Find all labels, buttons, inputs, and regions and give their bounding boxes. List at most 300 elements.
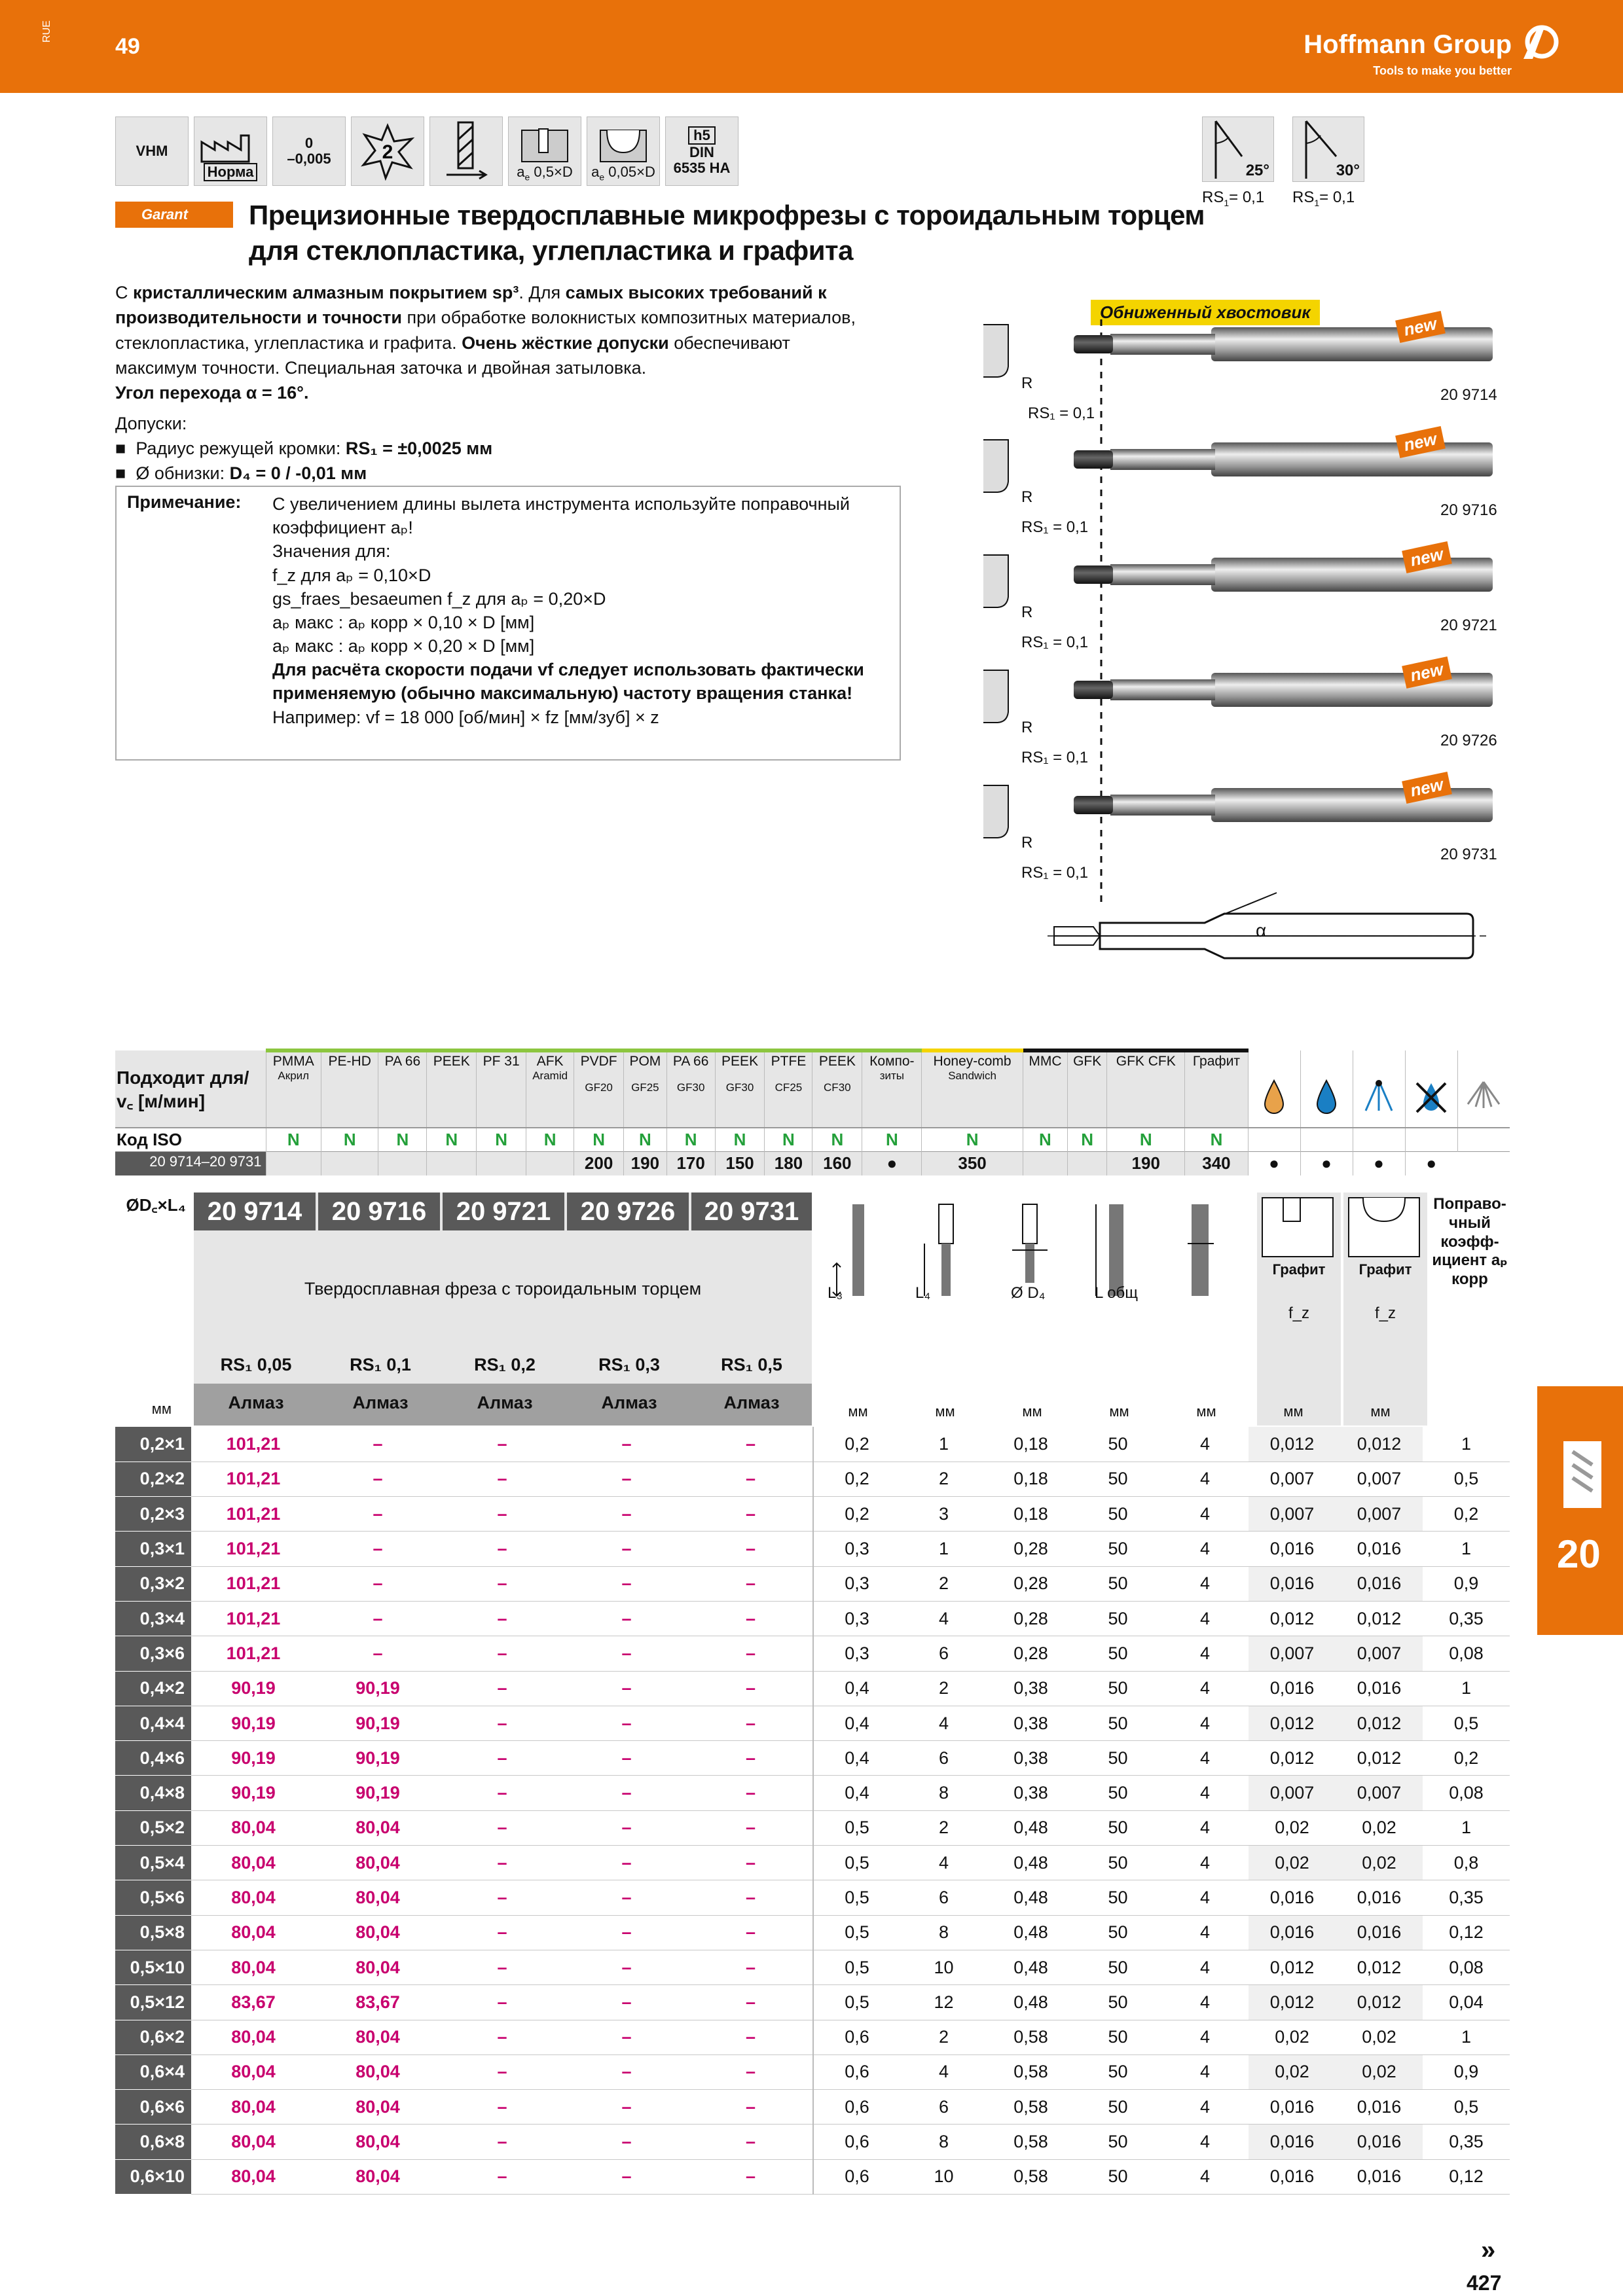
param-cell: 10: [900, 2159, 987, 2194]
material-sub: CF25: [775, 1081, 803, 1094]
table-row: [115, 2125, 1510, 2159]
coating-label: Алмаз: [228, 1393, 284, 1412]
param-cell: 4: [1161, 1497, 1249, 1532]
suitable-for-header: [115, 1050, 266, 1128]
cutting-speed: [477, 1152, 526, 1175]
table-row: [115, 2090, 1510, 2125]
param-cell: 0,016: [1336, 2125, 1423, 2159]
param-label: Ø D₄: [1011, 1284, 1046, 1302]
param-cell: 0,02: [1336, 1846, 1423, 1880]
param-cell: 0,48: [987, 1880, 1074, 1915]
param-cell: 0,2: [813, 1462, 900, 1496]
radius-label: R: [1021, 719, 1033, 736]
new-badge: new: [1402, 656, 1451, 689]
price-cell: –: [689, 1706, 813, 1740]
iso-code: N: [666, 1128, 715, 1152]
shank-tolerance: h5: [688, 126, 716, 145]
param-cell: 0,38: [987, 1776, 1074, 1810]
fz-label: f_z: [1374, 1304, 1396, 1322]
material-name: Компо-: [869, 1054, 915, 1069]
product-table-body: [115, 1427, 1510, 2195]
graphite-slot-col: [1257, 1193, 1341, 1426]
tolerance-value: RS₁ = ±0,0025 мм: [345, 438, 493, 458]
cutting-speed: 350: [922, 1152, 1023, 1175]
price-cell: –: [440, 1776, 564, 1810]
param-label: Графит: [1359, 1261, 1412, 1278]
param-cell: 0,18: [987, 1497, 1074, 1532]
param-cell: 0,012: [1336, 1950, 1423, 1984]
price-cell: –: [564, 1636, 689, 1671]
param-cell: 0,016: [1336, 2090, 1423, 2125]
price-cell: –: [689, 2020, 813, 2054]
price-cell: –: [440, 2020, 564, 2054]
shank-badge: [665, 117, 739, 186]
unit-label: мм: [1109, 1403, 1129, 1420]
param-cell: 0,28: [987, 1636, 1074, 1671]
tolerance-lower: –0,005: [287, 151, 331, 167]
param-cell: 50: [1074, 2090, 1161, 2125]
radius-label: R: [1021, 488, 1033, 506]
material-name: PEEK: [818, 1054, 856, 1069]
param-cell: 0,2: [813, 1497, 900, 1532]
param-cell: 0,007: [1336, 1462, 1423, 1496]
param-cell: 0,9: [1423, 1566, 1510, 1601]
rs-label: RS₁ = 0,1: [1021, 518, 1089, 536]
param-cell: 0,3: [813, 1532, 900, 1566]
material-col: [1107, 1050, 1185, 1128]
price-cell: 80,04: [316, 1880, 440, 1915]
size-cell: 0,2×2: [115, 1462, 191, 1496]
price-cell: –: [564, 1846, 689, 1880]
no-coolant-icon: [1412, 1078, 1451, 1117]
note-bold: Для расчёта скорости подачи vf следует использовать фактически применяемую (обычно максимальную) частоту вращения станка!: [272, 660, 864, 704]
material-name: AFK: [536, 1054, 564, 1069]
intro-text-bold: кристаллическим алмазным покрытием sp³: [133, 283, 519, 302]
price-cell: 80,04: [191, 2054, 316, 2089]
param-cell: 0,007: [1336, 1776, 1423, 1810]
item-code: 20 9726: [567, 1193, 689, 1230]
tolerance-item: ■ Ø обнизки: D₄ = 0 / -0,01 мм: [115, 463, 367, 484]
ae-slot-a: a: [517, 164, 525, 181]
coolant-mark: ●: [1353, 1152, 1405, 1175]
param-cell: 0,38: [987, 1671, 1074, 1706]
price-cell: –: [440, 1880, 564, 1915]
cutting-speed: 170: [666, 1152, 715, 1175]
material-name: MMC: [1029, 1054, 1062, 1069]
tolerance-text: Ø обнизки:: [136, 463, 230, 484]
size-cell: 0,6×10: [115, 2159, 191, 2194]
param-cell: 0,6: [813, 2159, 900, 2194]
param-cell: 4: [1161, 1880, 1249, 1915]
param-cell: 0,6: [813, 2090, 900, 2125]
price-cell: –: [440, 2090, 564, 2125]
param-cell: 50: [1074, 1776, 1161, 1810]
chapter-number: 20: [1557, 1532, 1601, 1576]
note-line: gs_fraes_besaeumen f_z для aₚ = 0,20×D: [272, 588, 606, 609]
price-cell: 101,21: [191, 1462, 316, 1496]
price-cell: 80,04: [316, 2020, 440, 2054]
table-row: [115, 2159, 1510, 2194]
param-cell: 50: [1074, 1636, 1161, 1671]
table-row: [115, 1497, 1510, 1532]
material-sub: GF30: [676, 1081, 705, 1094]
param-cell: 0,5: [813, 1880, 900, 1915]
rs-header: RS₁ 0,5: [721, 1355, 782, 1374]
item-range: 20 9714–20 9731: [115, 1152, 266, 1175]
param-cell: 0,58: [987, 2159, 1074, 2194]
iso-code: N: [765, 1128, 812, 1152]
table-row: [115, 1427, 1510, 1462]
param-cell: 1: [1423, 1532, 1510, 1566]
param-cell: 50: [1074, 2159, 1161, 2194]
param-label: Графит: [1272, 1261, 1326, 1278]
param-cell: 0,6: [813, 2054, 900, 2089]
price-cell: 101,21: [191, 1427, 316, 1462]
price-cell: –: [689, 2159, 813, 2194]
size-cell: 0,5×4: [115, 1846, 191, 1880]
param-cell: 0,8: [1423, 1846, 1510, 1880]
param-cell: 4: [1161, 1462, 1249, 1496]
param-cell: 0,3: [813, 1601, 900, 1636]
ae-slot-badge: [508, 117, 581, 186]
figure-item-number: 20 9716: [1440, 501, 1497, 519]
tolerance-value: D₄ = 0 / -0,01 мм: [229, 463, 367, 484]
brand-name: Hoffmann Group: [1304, 30, 1512, 59]
price-cell: 80,04: [191, 2090, 316, 2125]
price-cell: 90,19: [191, 1741, 316, 1776]
unit-label: мм: [1196, 1403, 1216, 1420]
table-row: [115, 1601, 1510, 1636]
price-cell: –: [440, 1741, 564, 1776]
helix-tool-icon: [440, 120, 492, 183]
iso-code: N: [477, 1128, 526, 1152]
oil-drop-icon: [1261, 1078, 1287, 1117]
price-cell: 80,04: [191, 1810, 316, 1845]
param-cell: 0,38: [987, 1741, 1074, 1776]
side-milling-icon: [594, 126, 653, 164]
coating-label: Алмаз: [477, 1393, 533, 1412]
ae-slot-value: 0,5×D: [530, 164, 573, 181]
note-label: Примечание:: [127, 492, 242, 512]
units-row: [814, 1403, 1510, 1420]
param-cell: 50: [1074, 1601, 1161, 1636]
price-cell: –: [440, 1532, 564, 1566]
param-cell: 0,18: [987, 1427, 1074, 1462]
catalog-page-number: 49: [115, 34, 140, 59]
material-sub: Акрил: [278, 1069, 310, 1082]
cutting-speed: [378, 1152, 427, 1175]
material-col: [427, 1050, 477, 1128]
cutting-speed: 200: [574, 1152, 624, 1175]
param-cell: 4: [900, 1706, 987, 1740]
param-cell: 4: [1161, 1566, 1249, 1601]
price-cell: –: [564, 1671, 689, 1706]
size-cell: 0,4×6: [115, 1741, 191, 1776]
material-name: PA 66: [384, 1054, 421, 1069]
cutting-speed: [1068, 1152, 1107, 1175]
transition-angle: Угол перехода α = 16°.: [115, 383, 309, 403]
price-cell: –: [689, 1671, 813, 1706]
price-cell: –: [564, 1880, 689, 1915]
param-cell: 1: [1423, 2020, 1510, 2054]
param-cell: 0,5: [813, 1950, 900, 1984]
iso-code: N: [427, 1128, 477, 1152]
price-cell: 80,04: [316, 2054, 440, 2089]
ae-side-value: 0,05×D: [604, 164, 655, 181]
price-cell: 80,04: [316, 1950, 440, 1984]
price-cell: –: [689, 1497, 813, 1532]
param-cell: 0,5: [1423, 1706, 1510, 1740]
param-cell: 4: [900, 2054, 987, 2089]
cutting-speed: 190: [1107, 1152, 1185, 1175]
price-cell: 80,04: [316, 1810, 440, 1845]
size-cell: 0,4×4: [115, 1706, 191, 1740]
param-cell: 0,18: [987, 1462, 1074, 1496]
material-col: [526, 1050, 574, 1128]
param-cell: 4: [1161, 1671, 1249, 1706]
param-cell: 0,48: [987, 1950, 1074, 1984]
iso-code: N: [266, 1128, 321, 1152]
mist-spray-icon: [1359, 1078, 1398, 1117]
param-cell: 50: [1074, 1846, 1161, 1880]
param-cell: 4: [1161, 2020, 1249, 2054]
param-cell: 6: [900, 1636, 987, 1671]
angle-30-rs: [1292, 188, 1355, 208]
slot-milling-icon: [515, 126, 574, 164]
price-cell: –: [689, 1776, 813, 1810]
tolerance-item: ■ Радиус режущей кромки: RS₁ = ±0,0025 мм: [115, 438, 493, 458]
material-col: [922, 1050, 1023, 1128]
price-cell: 80,04: [316, 2090, 440, 2125]
param-cell: 0,58: [987, 2020, 1074, 2054]
param-cell: 12: [900, 1985, 987, 2020]
param-cell: 0,012: [1249, 1601, 1336, 1636]
price-cell: –: [440, 1636, 564, 1671]
figure-item-number: 20 9721: [1440, 617, 1497, 634]
param-cell: 2: [900, 1462, 987, 1496]
param-cell: 0,016: [1336, 1915, 1423, 1950]
cutting-speed: 180: [765, 1152, 812, 1175]
param-cell: 2: [900, 1671, 987, 1706]
param-cell: 8: [900, 2125, 987, 2159]
radius-label: R: [1021, 603, 1033, 621]
param-cell: 0,012: [1249, 1706, 1336, 1740]
shank-standard: DIN: [689, 143, 714, 160]
price-cell: 80,04: [316, 1915, 440, 1950]
param-cell: 2: [900, 2020, 987, 2054]
coolant-mark: ●: [1248, 1152, 1300, 1175]
param-cell: 0,016: [1249, 2125, 1336, 2159]
garant-logo: [115, 202, 233, 228]
teeth-count: 2: [382, 141, 393, 163]
param-cell: 0,02: [1336, 1810, 1423, 1845]
material-name: PF 31: [483, 1054, 520, 1069]
water-drop-icon: [1313, 1078, 1340, 1117]
cutting-speed: [266, 1152, 321, 1175]
unit-label: мм: [151, 1401, 172, 1417]
parameter-header: [814, 1193, 1510, 1426]
cutting-speed: ●: [862, 1152, 922, 1175]
vc-label: v꜀ [м/мин]: [117, 1091, 206, 1111]
price-cell: –: [564, 2159, 689, 2194]
hoffmann-logo-icon: [1518, 22, 1564, 62]
material-col: [812, 1050, 862, 1128]
price-cell: –: [440, 2125, 564, 2159]
param-cell: 0,35: [1423, 1601, 1510, 1636]
page-header: [0, 0, 1623, 93]
price-cell: –: [316, 1497, 440, 1532]
price-cell: 101,21: [191, 1601, 316, 1636]
teeth-badge: [351, 117, 424, 186]
material-col: [266, 1050, 321, 1128]
price-cell: 90,19: [191, 1671, 316, 1706]
price-cell: –: [689, 2054, 813, 2089]
param-cell: 50: [1074, 1810, 1161, 1845]
param-cell: 50: [1074, 1427, 1161, 1462]
next-page-icon[interactable]: »: [1481, 2236, 1496, 2265]
price-cell: 80,04: [191, 1880, 316, 1915]
unit-label: мм: [935, 1403, 955, 1420]
price-cell: –: [564, 2054, 689, 2089]
helix-badge: [429, 117, 503, 186]
material-badge: VHM: [115, 117, 189, 186]
note-box: [115, 486, 901, 761]
price-cell: 80,04: [191, 2159, 316, 2194]
param-cell: 0,48: [987, 1915, 1074, 1950]
param-cell: 0,08: [1423, 1636, 1510, 1671]
price-cell: –: [440, 1706, 564, 1740]
param-cell: 1: [1423, 1671, 1510, 1706]
param-cell: 4: [1161, 2054, 1249, 2089]
ae-side-sub: e: [599, 171, 605, 183]
shank-type: 6535 HA: [673, 160, 731, 177]
price-cell: –: [564, 1566, 689, 1601]
param-cell: 0,48: [987, 1846, 1074, 1880]
price-cell: –: [316, 1636, 440, 1671]
material-col: [321, 1050, 378, 1128]
item-code: 20 9714: [194, 1193, 316, 1230]
param-cell: 0,012: [1249, 1985, 1336, 2020]
tolerance-upper: 0: [304, 134, 314, 151]
table-row: [115, 1671, 1510, 1706]
material-name: PVDF: [580, 1054, 617, 1069]
size-cell: 0,6×8: [115, 2125, 191, 2159]
brand-tagline: Tools to make you better: [1373, 64, 1512, 77]
price-cell: –: [440, 1427, 564, 1462]
iso-code: N: [1023, 1128, 1068, 1152]
size-cell: 0,5×2: [115, 1810, 191, 1845]
table-row: [115, 2054, 1510, 2089]
ae-side-badge: [587, 117, 660, 186]
price-cell: –: [564, 2125, 689, 2159]
price-cell: 80,04: [191, 2020, 316, 2054]
param-cell: 0,016: [1336, 1566, 1423, 1601]
cutting-speed: [427, 1152, 477, 1175]
coolant-col: [1248, 1050, 1300, 1128]
material-name: PE-HD: [328, 1054, 371, 1069]
param-cell: 0,5: [813, 1915, 900, 1950]
tolerance-text: Радиус режущей кромки:: [136, 438, 346, 458]
ae-side-label: [591, 164, 655, 183]
price-cell: –: [440, 1950, 564, 1984]
ae-slot-sub: e: [524, 171, 530, 183]
price-cell: 101,21: [191, 1566, 316, 1601]
param-cell: 0,016: [1336, 1880, 1423, 1915]
price-cell: 80,04: [191, 1950, 316, 1984]
param-cell: 0,007: [1336, 1497, 1423, 1532]
cutting-speed: 190: [624, 1152, 667, 1175]
price-cell: –: [564, 1532, 689, 1566]
param-cell: 4: [1161, 1846, 1249, 1880]
param-cell: 0,012: [1336, 1427, 1423, 1462]
price-cell: –: [564, 1741, 689, 1776]
material-name: PEEK: [721, 1054, 759, 1069]
table-row: [115, 1706, 1510, 1740]
item-code: 20 9721: [443, 1193, 564, 1230]
figure-item-number: 20 9714: [1440, 386, 1497, 404]
note-line: С увеличением длины вылета инструмента используйте поправочный: [272, 494, 850, 514]
param-cell: 0,5: [1423, 2090, 1510, 2125]
price-cell: –: [564, 1950, 689, 1984]
rs-label: RS: [1292, 188, 1315, 206]
param-cell: 4: [1161, 1636, 1249, 1671]
price-cell: –: [316, 1532, 440, 1566]
material-col: [1185, 1050, 1248, 1128]
size-cell: 0,4×8: [115, 1776, 191, 1810]
factory-icon: [199, 133, 262, 163]
param-cell: 0,016: [1249, 1566, 1336, 1601]
product-header-block: [194, 1193, 812, 1426]
table-row: [115, 1776, 1510, 1810]
suitable-for-label: Подходит для/: [117, 1067, 249, 1088]
speed-row: [115, 1152, 1510, 1175]
param-cell: 50: [1074, 1566, 1161, 1601]
rs-sub: 1: [1224, 197, 1230, 208]
price-cell: –: [316, 1427, 440, 1462]
price-cell: –: [564, 1985, 689, 2020]
slot-milling-icon: [1257, 1193, 1338, 1258]
iso-code: N: [526, 1128, 574, 1152]
unit-label: мм: [1022, 1403, 1042, 1420]
price-cell: 90,19: [191, 1776, 316, 1810]
param-cell: 0,016: [1249, 2159, 1336, 2194]
size-cell: 0,5×12: [115, 1985, 191, 2020]
param-cell: 0,3: [813, 1636, 900, 1671]
rs-header: RS₁ 0,2: [474, 1355, 536, 1374]
param-cell: 0,4: [813, 1706, 900, 1740]
table-row: [115, 1566, 1510, 1601]
param-cell: 6: [900, 2090, 987, 2125]
param-cell: 4: [1161, 1950, 1249, 1984]
param-cell: 0,007: [1336, 1636, 1423, 1671]
param-cell: 0,016: [1249, 1671, 1336, 1706]
param-cell: 50: [1074, 1497, 1161, 1532]
param-cell: 0,48: [987, 1810, 1074, 1845]
coolant-mark: ●: [1300, 1152, 1353, 1175]
coating-label: Алмаз: [601, 1393, 657, 1412]
material-col: [378, 1050, 427, 1128]
param-cell: 0,02: [1249, 1846, 1336, 1880]
price-cell: 83,67: [316, 1985, 440, 2020]
material-name: PMMA: [272, 1054, 314, 1069]
cutting-speed: 160: [812, 1152, 862, 1175]
param-cell: 50: [1074, 2125, 1161, 2159]
unit-label: мм: [1283, 1403, 1304, 1420]
param-cell: 0,016: [1249, 1915, 1336, 1950]
tolerance-badge: [272, 117, 346, 186]
item-code: 20 9716: [318, 1193, 440, 1230]
price-cell: –: [689, 1846, 813, 1880]
